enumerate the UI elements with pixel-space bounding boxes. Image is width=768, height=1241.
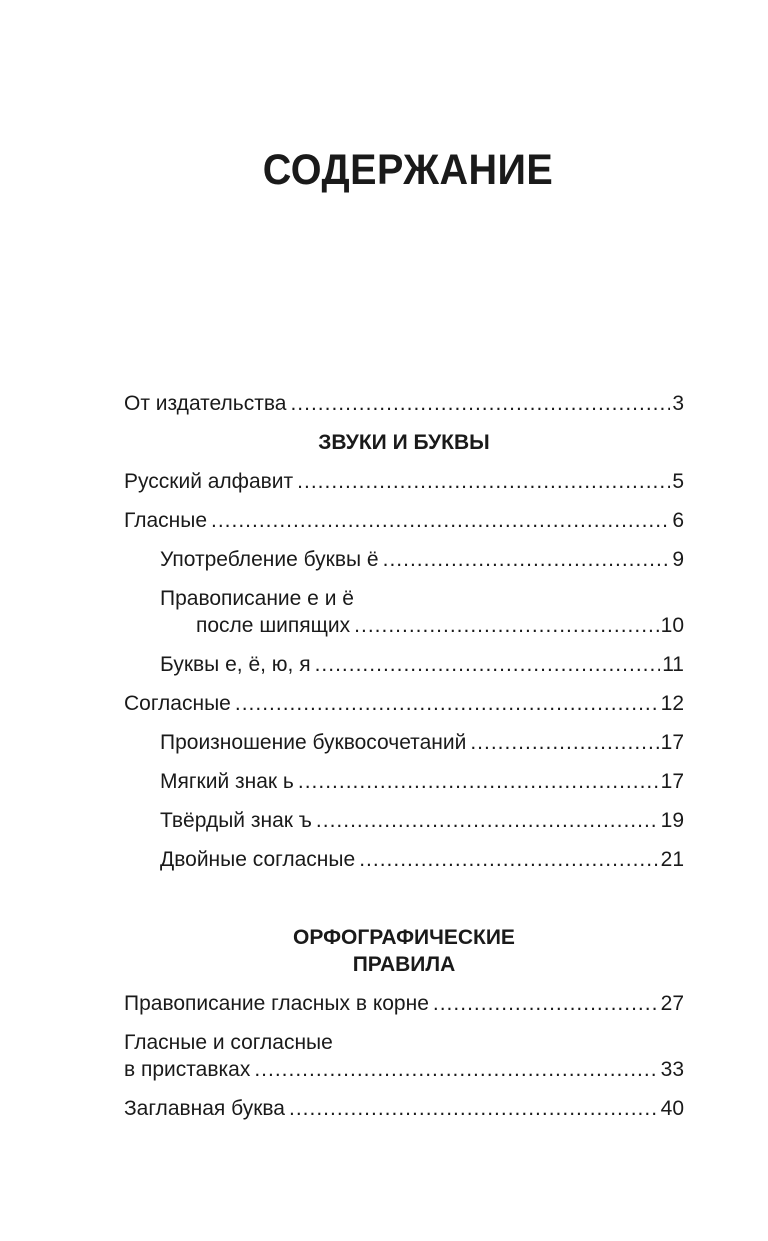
toc-entry-hard-sign[interactable] [124,807,684,834]
toc-page-number: 33 [660,1058,684,1081]
dot-leader [383,546,671,573]
dot-leader [470,729,658,756]
toc-entry-label: Употребление буквы ё [160,548,379,571]
toc-entry-consonants[interactable] [124,690,684,717]
toc-entry-label: Согласные [124,692,231,715]
toc-entry-from-publisher[interactable] [124,390,684,417]
toc-entry-russian-alphabet[interactable] [124,468,684,495]
dot-leader [316,807,659,834]
toc-entry-pronunciation[interactable] [124,729,684,756]
page-title: СОДЕРЖАНИЕ [262,146,554,194]
toc-page-number: 6 [672,509,684,532]
dot-leader [289,1095,659,1122]
dot-leader [359,846,658,873]
toc-entry-soft-sign[interactable] [124,768,684,795]
toc-page-number: 11 [662,653,684,676]
dot-leader [290,390,670,417]
toc-entry-vowels[interactable] [124,507,684,534]
toc-entry-label: Заглавная буква [124,1097,285,1120]
toc-page-number: 9 [672,548,684,571]
dot-leader [433,990,659,1017]
toc-page-number: 27 [660,992,684,1015]
dot-leader [297,468,670,495]
toc-entry-label: Произношение буквосочетаний [160,731,467,754]
toc-entry-label-line2: в приставках [124,1058,251,1081]
dot-leader [235,690,659,717]
toc-page-number: 21 [660,848,684,871]
table-of-contents [124,390,684,1134]
dot-leader [211,507,670,534]
toc-page-number: 17 [660,770,684,793]
toc-entry-label: Правописание гласных в корне [124,992,429,1015]
toc-page-number: 12 [660,692,684,715]
section-heading-spelling-rules [124,924,684,978]
toc-page-number: 17 [660,731,684,754]
toc-entry-label: Русский алфавит [124,470,294,493]
toc-entry-label: Твёрдый знак ъ [160,809,312,832]
toc-page-number: 3 [672,392,684,415]
toc-page-number: 40 [660,1097,684,1120]
dot-leader [354,612,658,639]
toc-entry-letter-yo-usage[interactable] [124,546,684,573]
section-heading-line1: ОРФОГРАФИЧЕСКИЕ [293,926,515,949]
toc-entry-e-yo-after-sibilants[interactable] [124,585,684,639]
toc-page-number: 5 [672,470,684,493]
toc-entry-label: Буквы е, ё, ю, я [160,653,311,676]
toc-entry-double-consonants[interactable] [124,846,684,873]
toc-entry-label: Мягкий знак ь [160,770,294,793]
toc-entry-label: От издательства [124,392,287,415]
section-heading-line2: ПРАВИЛА [352,953,456,976]
toc-entry-label-line1: Гласные и согласные [124,1031,333,1054]
toc-entry-label-line2: после шипящих [196,614,351,637]
toc-page-number: 10 [660,614,684,637]
dot-leader [315,651,661,678]
toc-entry-capital-letter[interactable] [124,1095,684,1122]
toc-entry-label: Гласные [124,509,207,532]
dot-leader [254,1056,658,1083]
toc-entry-label: Двойные согласные [160,848,356,871]
toc-entry-vowels-in-root[interactable] [124,990,684,1017]
toc-entry-letters-e-yo-yu-ya[interactable] [124,651,684,678]
section-heading-sounds-letters: ЗВУКИ И БУКВЫ [318,431,490,454]
toc-entry-label-line1: Правописание е и ё [160,587,354,610]
dot-leader [298,768,659,795]
toc-page-number: 19 [660,809,684,832]
toc-entry-prefixes[interactable] [124,1029,684,1083]
